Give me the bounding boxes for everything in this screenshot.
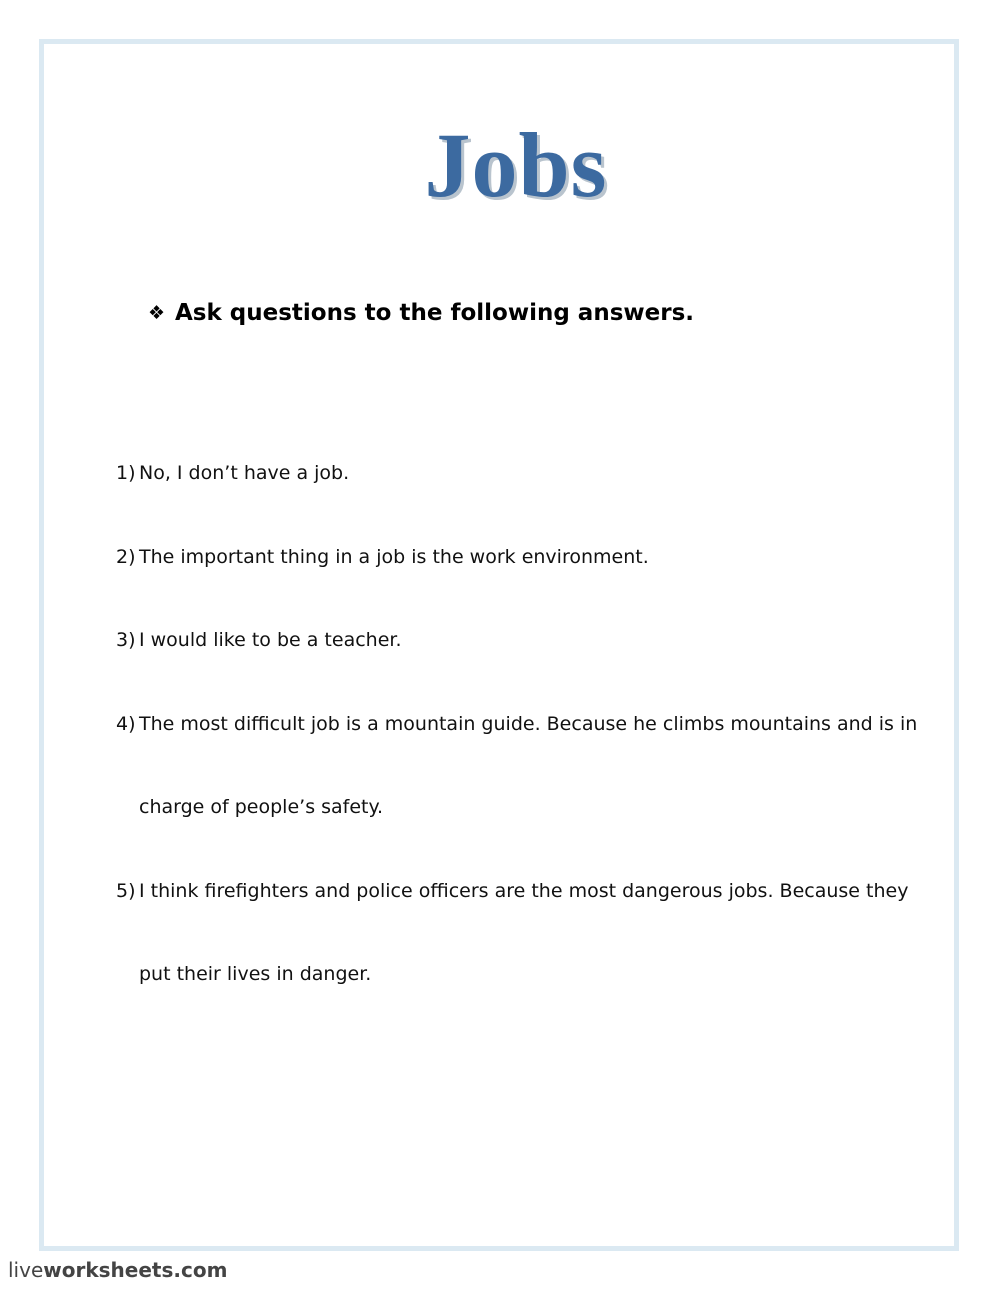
list-item [116,683,936,850]
item-text: I think firefighters and police officers are the most dangerous jobs. Because they put their lives in danger. [139,879,909,985]
site-logo [8,1258,227,1282]
logo-prefix: live [8,1258,44,1282]
item-text: No, I don’t have a job. [139,462,350,484]
logo-suffix: .com [173,1258,228,1282]
list-item [116,850,936,1017]
item-number: 4) [116,712,136,735]
worksheet-title: Jobs [424,114,608,216]
instruction-text: Ask questions to the following answers. [175,300,695,326]
list-item [116,599,936,683]
list-item [116,432,936,516]
item-number: 5) [116,879,136,902]
item-text: The important thing in a job is the work environment. [139,545,649,568]
instruction [148,297,694,329]
item-number: 1) [116,462,136,484]
worksheet-frame [39,39,959,1251]
item-number: 3) [116,629,136,651]
diamond-bullet-icon: ❖ [148,302,166,324]
item-text: The most difficult job is a mountain guide. Because he climbs mountains and is in charge of people’s safety. [139,712,918,818]
item-number: 2) [116,545,136,568]
answer-list [116,432,936,1017]
list-item [116,516,936,600]
logo-bold: worksheets [43,1258,174,1282]
item-text: I would like to be a teacher. [139,629,402,651]
